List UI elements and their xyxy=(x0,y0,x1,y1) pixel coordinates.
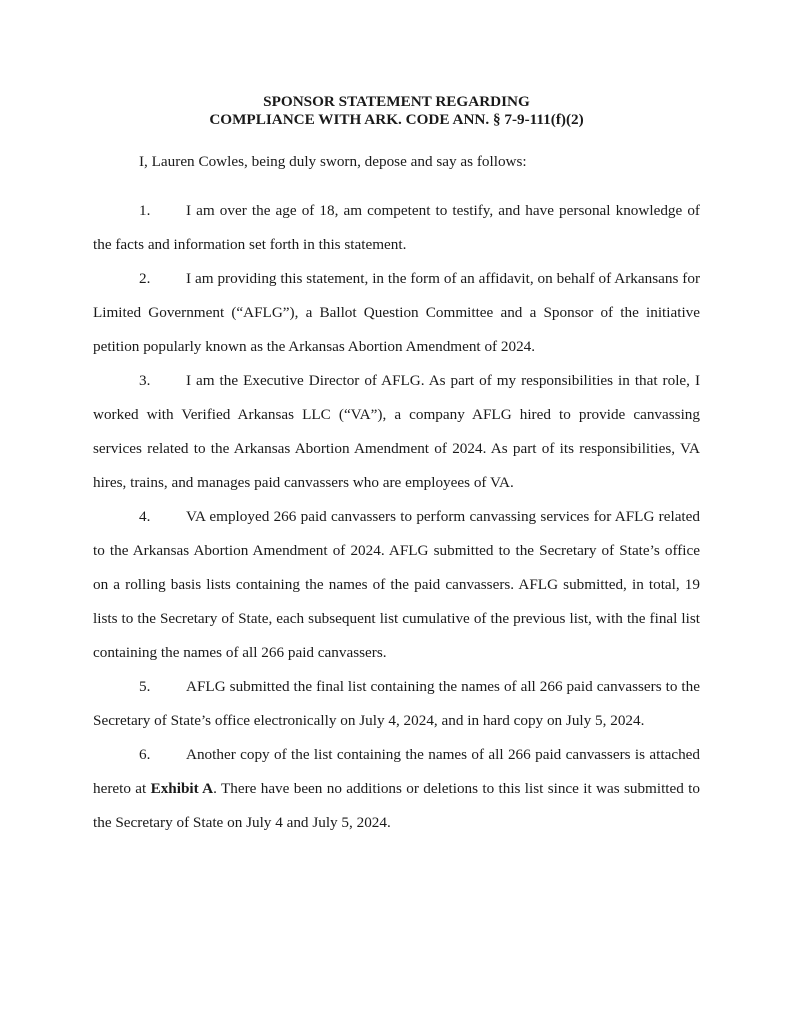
paragraph-text: I am over the age of 18, am competent to testify, and have personal knowledge of the facts and information set forth in this statement. xyxy=(93,202,700,254)
paragraph-text: I am providing this statement, in the form of an affidavit, on behalf of Arkansans for Limited Government (“AFLG”), a Ballot Question Committee and a Sponsor of the initiative petition popularly known as the Arkansas Abortion Amendment of 2024. xyxy=(93,270,700,356)
paragraph-number: 2. xyxy=(139,270,151,288)
paragraph-text: VA employed 266 paid canvassers to perform canvassing services for AFLG related to the Arkansas Abortion Amendment of 2024. AFLG submitted to the Secretary of State’s office on a rolling basis lists containing the names of the paid canvassers. AFLG submitted, in total, 19 lists to the Secretary of State, each subsequent list cumulative of the previous list, with the final list containing the names of all 266 paid canvassers. xyxy=(93,508,700,662)
paragraph-6 xyxy=(93,738,700,840)
paragraph-text: AFLG submitted the final list containing the names of all 266 paid canvassers to the Secretary of State’s office electronically on July 4, 2024, and in hard copy on July 5, 2024. xyxy=(93,678,700,730)
paragraph-5 xyxy=(93,670,700,738)
title-line-2: COMPLIANCE WITH ARK. CODE ANN. § 7-9-111(f)(2) xyxy=(209,111,584,128)
paragraph-number: 6. xyxy=(139,746,151,764)
intro-statement: I, Lauren Cowles, being duly sworn, depose and say as follows: xyxy=(139,153,527,170)
paragraph-3 xyxy=(93,364,700,500)
paragraph-text-after: . There have been no additions or deletions to this list since it was submitted to the Secretary of State on July 4 and July 5, 2024. xyxy=(93,780,700,832)
paragraph-text-before: Another copy of the list containing the names of all 266 paid canvassers is attached hereto at xyxy=(93,746,700,798)
paragraph-number: 3. xyxy=(139,372,151,390)
document-title xyxy=(93,93,700,129)
paragraph-number: 5. xyxy=(139,678,151,696)
paragraph-number: 4. xyxy=(139,508,151,526)
paragraph-2 xyxy=(93,262,700,364)
title-line-1: SPONSOR STATEMENT REGARDING xyxy=(263,93,530,110)
paragraph-number: 1. xyxy=(139,202,151,220)
paragraph-4 xyxy=(93,500,700,670)
exhibit-reference: Exhibit A xyxy=(150,780,214,798)
paragraph-1 xyxy=(93,194,700,262)
paragraph-text: I am the Executive Director of AFLG. As part of my responsibilities in that role, I worked with Verified Arkansas LLC (“VA”), a company AFLG hired to provide canvassing services related to the Arkansas Abortion Amendment of 2024. As part of its responsibilities, VA hires, trains, and manages paid canvassers who are employees of VA. xyxy=(93,372,700,492)
document-page xyxy=(93,93,700,840)
